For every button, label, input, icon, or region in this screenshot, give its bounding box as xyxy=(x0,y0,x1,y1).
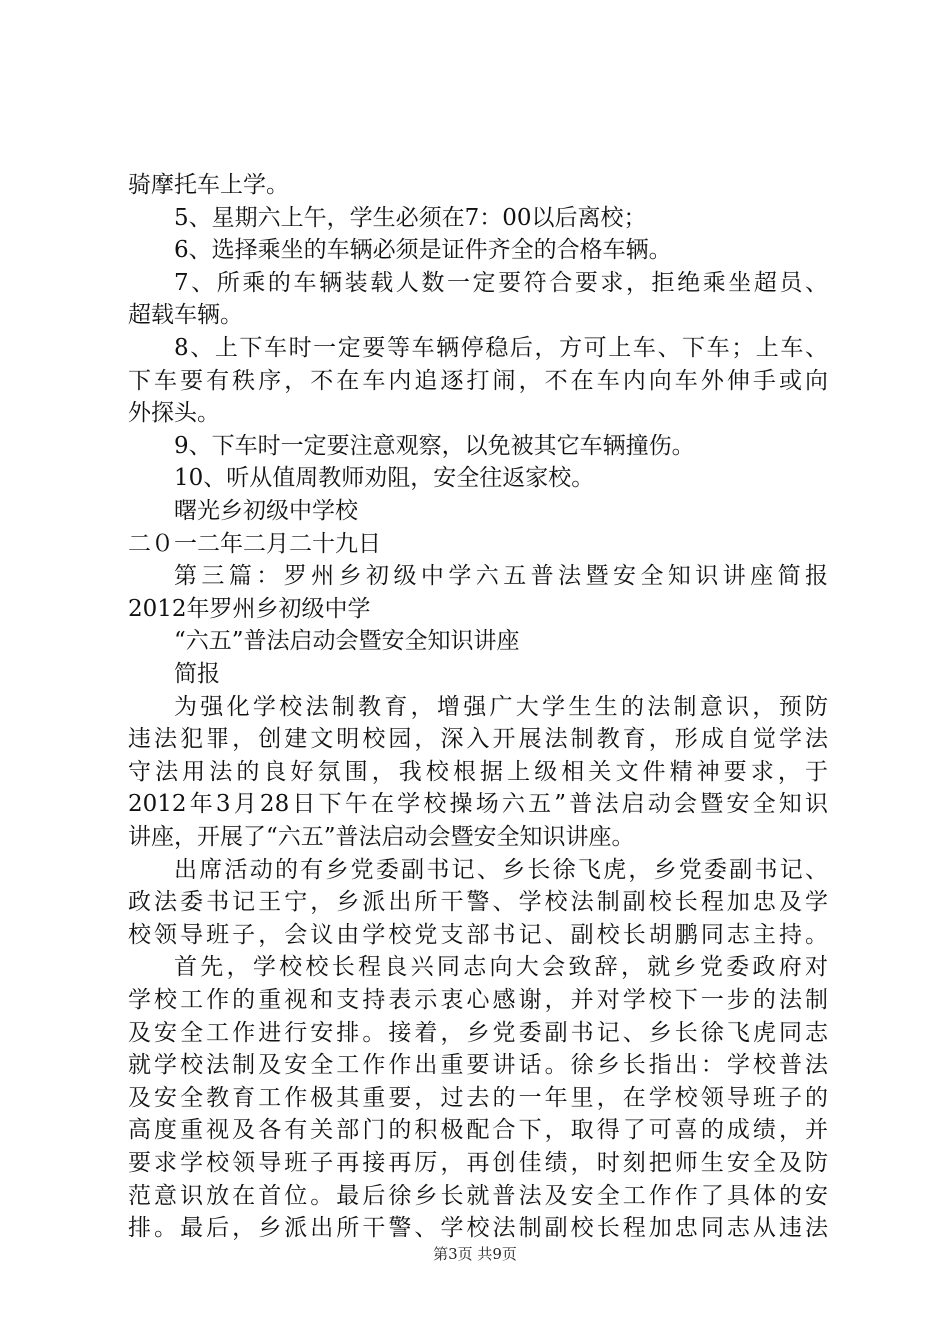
text-line: 校领导班子，会议由学校党支部书记、副校长胡鹏同志主持。 xyxy=(128,921,828,948)
text-line: 为强化学校法制教育，增强广大学生生的法制意识，预防 xyxy=(174,693,828,720)
text-line: 骑摩托车上学。 xyxy=(128,172,289,198)
text-line: 出席活动的有乡党委副书记、乡长徐飞虎，乡党委副书记、 xyxy=(174,856,828,883)
text-line: 9、下车时一定要注意观察，以免被其它车辆撞伤。 xyxy=(174,432,695,459)
text-line: 守法用法的良好氛围，我校根据上级相关文件精神要求，于 xyxy=(128,758,828,785)
text-line: 超载车辆。 xyxy=(128,302,243,329)
text-line: 2012年罗州乡初级中学 xyxy=(128,595,371,622)
text-line: 讲座，开展了“六五”普法启动会暨安全知识讲座。 xyxy=(128,824,635,850)
text-line: 6、选择乘坐的车辆必须是证件齐全的合格车辆。 xyxy=(174,237,672,264)
text-line: 2012年3月28日下午在学校操场六五”普法启动会暨安全知识 xyxy=(128,791,828,818)
text-line: 就学校法制及安全工作作出重要讲话。徐乡长指出：学校普法 xyxy=(128,1052,828,1079)
text-line: 7、所乘的车辆装载人数一定要符合要求，拒绝乘坐超员、 xyxy=(174,269,828,296)
text-line: 及安全教育工作极其重要，过去的一年里，在学校领导班子的 xyxy=(128,1084,828,1111)
text-line: 10、听从值周教师劝阻，安全往返家校。 xyxy=(174,465,595,492)
text-line: 曙光乡初级中学校 xyxy=(174,498,358,524)
text-line: 8、上下车时一定要等车辆停稳后，方可上车、下车；上车、 xyxy=(174,335,828,361)
text-line: 5、星期六上午，学生必须在7：00以后离校； xyxy=(174,204,647,231)
text-line: 下车要有秩序，不在车内追逐打闹，不在车内向车外伸手或向 xyxy=(128,367,828,394)
text-line: 简报 xyxy=(174,661,220,687)
text-line: “六五”普法启动会暨安全知识讲座 xyxy=(174,628,520,655)
text-line: 要求学校领导班子再接再厉，再创佳绩，时刻把师生安全及防 xyxy=(128,1150,828,1176)
text-line: 首先，学校校长程良兴同志向大会致辞，就乡党委政府对 xyxy=(174,954,828,981)
text-line: 违法犯罪，创建文明校园，深入开展法制教育，形成自觉学法 xyxy=(128,726,828,753)
text-line: 第三篇：罗州乡初级中学六五普法暨安全知识讲座简报 xyxy=(174,563,828,590)
text-line: 学校工作的重视和支持表示衷心感谢，并对学校下一步的法制 xyxy=(128,987,828,1013)
text-line: 及安全工作进行安排。接着，乡党委副书记、乡长徐飞虎同志 xyxy=(128,1019,828,1046)
text-line: 排。最后，乡派出所干警、学校法制副校长程加忠同志从违法 xyxy=(128,1215,828,1242)
page-footer: 第3页 共9页 xyxy=(433,1245,517,1263)
text-line: 范意识放在首位。最后徐乡长就普法及安全工作作了具体的安 xyxy=(128,1182,828,1209)
text-line: 外探头。 xyxy=(128,400,220,427)
text-line: 二０一二年二月二十九日 xyxy=(128,530,381,557)
text-line: 高度重视及各有关部门的积极配合下，取得了可喜的成绩，并 xyxy=(128,1117,828,1144)
text-line: 政法委书记王宁，乡派出所干警、学校法制副校长程加忠及学 xyxy=(128,889,828,916)
